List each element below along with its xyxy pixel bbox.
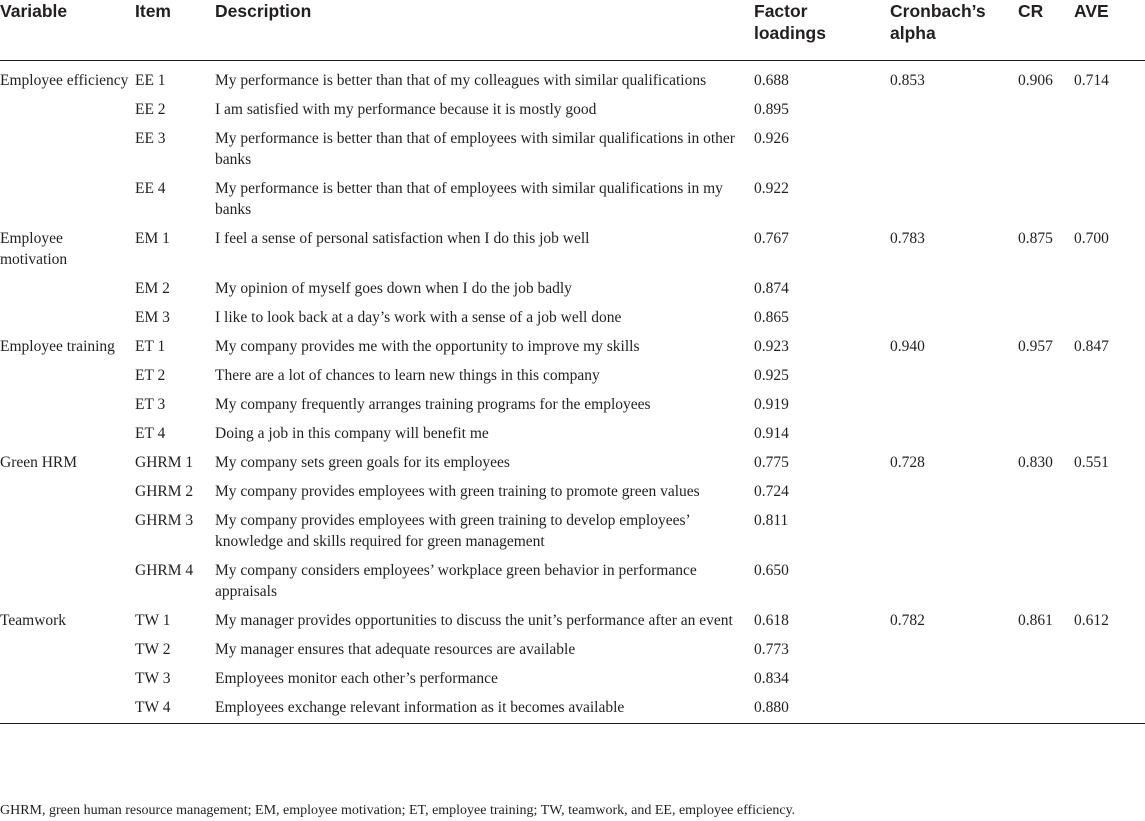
table-row [0,560,1145,610]
cell-description: My performance is better than that of employees with similar qualifications in my banks [215,180,723,218]
cell-item: TW 1 [135,612,171,629]
header-description: Description [215,0,754,61]
cell-ave [1074,128,1145,178]
cell-variable [0,307,135,336]
table-footnote: GHRM, green human resource management; EM, employee motivation; ET, employee training; TW, teamwork, and EE, employee efficiency. [0,803,796,818]
cell-item: ET 2 [135,367,166,384]
cell-ave [1074,365,1145,394]
cell-factor-loading: 0.914 [754,425,789,442]
table-row [0,639,1145,668]
cell-cronbach-alpha: 0.728 [890,454,925,471]
cell-cr [1018,510,1074,560]
cell-factor-loading: 0.923 [754,338,789,355]
cell-factor-loading: 0.865 [754,309,789,326]
cell-description: My company frequently arranges training programs for the employees [215,396,651,413]
table-body [0,61,1145,724]
table-row [0,128,1145,178]
cell-variable: Employee training [0,338,115,355]
cell-item: GHRM 4 [135,562,194,579]
cell-description: Doing a job in this company will benefit me [215,425,489,442]
cell-factor-loading: 0.650 [754,562,789,579]
table-row [0,178,1145,228]
cell-description: My manager provides opportunities to discuss the unit’s performance after an event [215,612,733,629]
cell-description: I am satisfied with my performance because it is mostly good [215,101,597,118]
cell-item: TW 4 [135,697,215,724]
cell-factor-loading: 0.767 [754,230,789,247]
cell-item: EE 3 [135,130,166,147]
cell-item: GHRM 1 [135,454,194,471]
cell-cr [1018,278,1074,307]
table-row [0,668,1145,697]
cell-cr [1018,639,1074,668]
cell-item: EM 1 [135,230,170,247]
cell-cr [1018,668,1074,697]
cell-item: EE 4 [135,180,166,197]
table-row [0,452,1145,481]
cell-ave: 0.612 [1074,612,1109,629]
table-row [0,99,1145,128]
cell-variable [0,365,135,394]
cell-cr [1018,394,1074,423]
table-row [0,481,1145,510]
cell-variable [0,510,135,560]
cell-ave [1074,178,1145,228]
cell-item: TW 3 [135,670,171,687]
table-row [0,510,1145,560]
cell-cronbach-alpha [890,365,1018,394]
cell-ave [1074,481,1145,510]
cell-cronbach-alpha [890,278,1018,307]
cell-factor-loading: 0.895 [754,101,789,118]
cell-ave: 0.700 [1074,230,1109,247]
cell-cronbach-alpha [890,178,1018,228]
cell-variable: Green HRM [0,454,78,471]
header-ave: AVE [1074,0,1145,61]
cell-cronbach-alpha [890,697,1018,724]
header-cr: CR [1018,0,1074,61]
cell-cronbach-alpha [890,560,1018,610]
table-row [0,610,1145,639]
cell-cr [1018,365,1074,394]
cell-description: My company provides employees with green training to develop employees’ knowledge and skills required for green management [215,512,690,550]
cell-cr [1018,423,1074,452]
cell-factor-loading: 0.724 [754,483,789,500]
cell-variable [0,697,135,724]
cell-cronbach-alpha: 0.940 [890,338,925,355]
cell-item: TW 2 [135,641,171,658]
cell-factor-loading: 0.874 [754,280,789,297]
cell-description: Employees exchange relevant information as it becomes available [215,697,754,724]
cell-description: My company sets green goals for its employees [215,454,510,471]
cell-ave: 0.847 [1074,338,1109,355]
cell-description: My manager ensures that adequate resources are available [215,641,576,658]
cell-item: EM 3 [135,309,170,326]
cell-variable: Teamwork [0,612,67,629]
cell-cronbach-alpha [890,128,1018,178]
cell-cronbach-alpha [890,668,1018,697]
cell-factor-loading: 0.919 [754,396,789,413]
cell-description: My company provides employees with green training to promote green values [215,483,700,500]
table-row [0,423,1145,452]
cell-ave: 0.551 [1074,454,1109,471]
header-row [0,0,1145,61]
cell-cr [1018,697,1074,724]
cell-variable [0,278,135,307]
cell-cronbach-alpha [890,639,1018,668]
cell-ave [1074,697,1145,724]
cell-ave [1074,394,1145,423]
table-row [0,336,1145,365]
header-factor-loadings: Factor loadings [754,0,890,61]
cell-item: ET 3 [135,396,166,413]
cell-factor-loading: 0.618 [754,612,789,629]
cell-cr [1018,128,1074,178]
cell-cronbach-alpha [890,481,1018,510]
cell-cronbach-alpha: 0.782 [890,612,925,629]
cell-cronbach-alpha [890,307,1018,336]
cell-factor-loading: 0.880 [754,697,890,724]
cell-ave: 0.714 [1074,72,1109,89]
cell-description: I like to look back at a day’s work with a sense of a job well done [215,309,622,326]
cell-cr [1018,178,1074,228]
cell-variable [0,423,135,452]
cell-cr: 0.875 [1018,230,1053,247]
cell-description: My performance is better than that of my colleagues with similar qualifications [215,72,707,89]
cell-factor-loading: 0.834 [754,670,789,687]
cell-ave [1074,278,1145,307]
cell-cronbach-alpha: 0.783 [890,230,925,247]
cell-cr: 0.861 [1018,612,1053,629]
cell-cronbach-alpha [890,510,1018,560]
cell-ave [1074,560,1145,610]
header-variable: Variable [0,0,135,61]
cell-description: There are a lot of chances to learn new things in this company [215,367,600,384]
cell-cr [1018,481,1074,510]
cell-factor-loading: 0.811 [754,512,789,529]
cell-item: ET 1 [135,338,166,355]
table-header [0,0,1145,61]
cell-description: My opinion of myself goes down when I do the job badly [215,280,572,297]
header-cronbach-alpha: Cronbach’s alpha [890,0,1018,61]
cell-item: EE 1 [135,72,166,89]
table-row [0,697,1145,724]
cell-cr: 0.957 [1018,338,1053,355]
cell-ave [1074,307,1145,336]
cell-factor-loading: 0.775 [754,454,789,471]
cell-variable [0,560,135,610]
table-row [0,278,1145,307]
header-item: Item [135,0,215,61]
cell-ave [1074,639,1145,668]
cell-item: GHRM 3 [135,512,194,529]
cell-variable [0,668,135,697]
cell-item: EE 2 [135,101,166,118]
cell-cr: 0.830 [1018,454,1053,471]
cell-variable [0,394,135,423]
cell-cr [1018,307,1074,336]
cell-description: Employees monitor each other’s performance [215,670,498,687]
cell-cronbach-alpha [890,394,1018,423]
cell-item: ET 4 [135,425,166,442]
cell-cr: 0.906 [1018,72,1053,89]
table-row [0,228,1145,278]
cell-cronbach-alpha [890,99,1018,128]
cell-variable [0,128,135,178]
cell-variable: Employee efficiency [0,72,129,89]
cell-cronbach-alpha [890,423,1018,452]
cell-item: EM 2 [135,280,170,297]
table-row [0,61,1145,100]
cell-factor-loading: 0.926 [754,130,789,147]
table-row [0,307,1145,336]
table-row [0,394,1145,423]
table-row [0,365,1145,394]
cell-factor-loading: 0.688 [754,72,789,89]
cell-factor-loading: 0.773 [754,641,789,658]
cell-ave [1074,510,1145,560]
cell-factor-loading: 0.925 [754,367,789,384]
cell-cronbach-alpha: 0.853 [890,72,925,89]
cell-cr [1018,560,1074,610]
cell-cr [1018,99,1074,128]
cell-variable [0,178,135,228]
cell-description: My company provides me with the opportunity to improve my skills [215,338,640,355]
cell-ave [1074,423,1145,452]
cell-description: My company considers employees’ workplace green behavior in performance appraisals [215,562,697,600]
cell-variable: Employee motivation [0,230,68,268]
cell-ave [1074,668,1145,697]
cell-factor-loading: 0.922 [754,180,789,197]
cell-variable [0,481,135,510]
cell-variable [0,639,135,668]
cell-description: I feel a sense of personal satisfaction when I do this job well [215,230,590,247]
cell-variable [0,99,135,128]
cell-description: My performance is better than that of employees with similar qualifications in other banks [215,130,735,168]
cell-ave [1074,99,1145,128]
cell-item: GHRM 2 [135,483,194,500]
